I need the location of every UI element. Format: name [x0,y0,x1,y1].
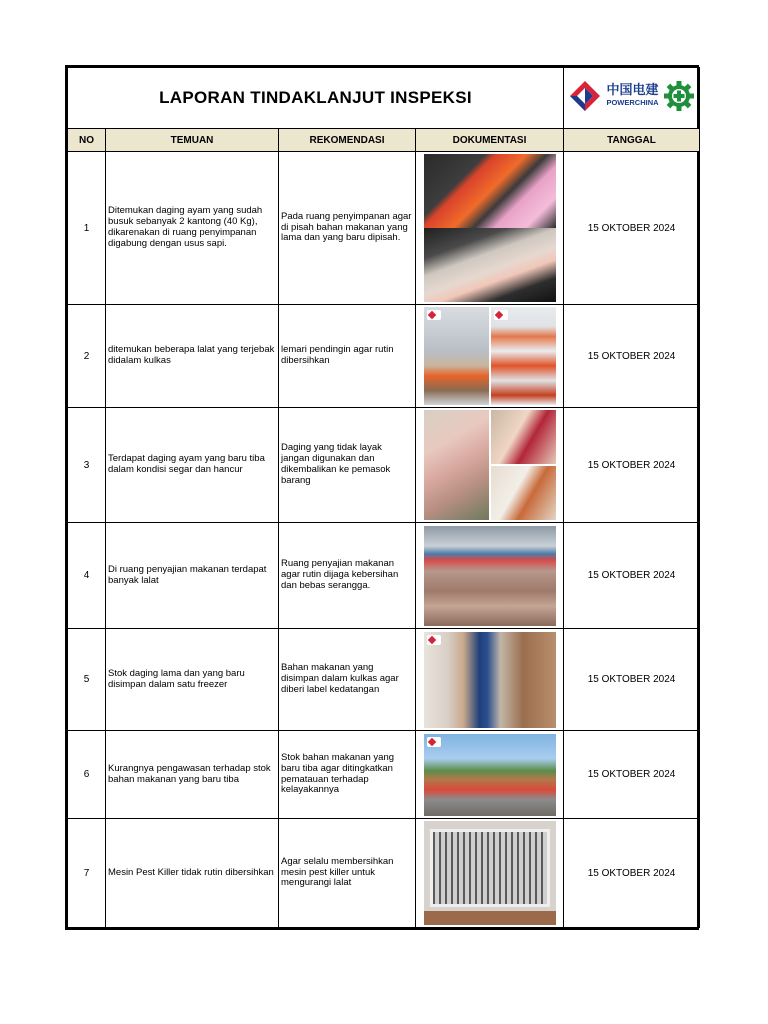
date-text: 15 OKTOBER 2024 [564,819,700,928]
header-row [68,129,700,152]
column-header-rekomendasi: REKOMENDASI [279,129,416,152]
freezer-inspection-photo [424,632,556,728]
documentation-cell [416,731,564,819]
column-header-dokumentasi: DOKUMENTASI [416,129,564,152]
finding-text: Ditemukan daging ayam yang sudah busuk sebanyak 2 kantong (40 Kg), dikarenakan di ruang penyimpanan digabung dengan usus sapi. [106,152,279,305]
row-number: 3 [68,408,106,523]
logo-english-text: POWERCHINA [606,98,659,108]
date-text: 15 OKTOBER 2024 [564,305,700,408]
documentation-cell [416,819,564,928]
date-text: 15 OKTOBER 2024 [564,731,700,819]
inspection-report [65,65,699,930]
table-row [68,305,700,408]
column-header-no: NO [68,129,106,152]
table-row [68,152,700,305]
documentation-cell [416,523,564,629]
logo-cell [564,68,700,129]
recommendation-text: Daging yang tidak layak jangan digunakan dan dikembalikan ke pemasok barang [279,408,416,523]
row-number: 2 [68,305,106,408]
recommendation-text: Ruang penyajian makanan agar rutin dijaga kebersihan dan bebas serangga. [279,523,416,629]
recommendation-text: Agar selalu membersihkan mesin pest killer untuk mengurangi lalat [279,819,416,928]
recommendation-text: Pada ruang penyimpanan agar di pisah bahan makanan yang lama dan yang baru dipisah. [279,152,416,305]
report-title: LAPORAN TINDAKLANJUT INSPEKSI [68,68,564,129]
table-row [68,819,700,928]
row-number: 4 [68,523,106,629]
powerchina-watermark-icon [494,310,508,320]
row-number: 5 [68,629,106,731]
gear-cross-icon [663,80,695,112]
documentation-cell [416,629,564,731]
refrigerator-photo [424,307,556,405]
chicken-bags-photo [424,154,556,302]
row-number: 6 [68,731,106,819]
table-row [68,731,700,819]
table-row [68,408,700,523]
column-header-temuan: TEMUAN [106,129,279,152]
serving-room-photo [424,526,556,626]
finding-text: Stok daging lama dan yang baru disimpan dalam satu freezer [106,629,279,731]
delivery-truck-photo [424,734,556,816]
recommendation-text: Bahan makanan yang disimpan dalam kulkas agar diberi label kedatangan [279,629,416,731]
documentation-cell [416,305,564,408]
powerchina-diamond-icon [568,79,602,113]
title-row [68,68,700,129]
finding-text: ditemukan beberapa lalat yang terjebak didalam kulkas [106,305,279,408]
row-number: 7 [68,819,106,928]
powerchina-watermark-icon [427,635,441,645]
column-header-tanggal: TANGGAL [564,129,700,152]
documentation-cell [416,152,564,305]
row-number: 1 [68,152,106,305]
finding-text: Mesin Pest Killer tidak rutin dibersihkan [106,819,279,928]
finding-text: Di ruang penyajian makanan terdapat banyak lalat [106,523,279,629]
finding-text: Terdapat daging ayam yang baru tiba dalam kondisi segar dan hancur [106,408,279,523]
chicken-meat-photo [424,410,556,520]
pest-killer-photo [424,821,556,925]
recommendation-text: lemari pendingin agar rutin dibersihkan [279,305,416,408]
date-text: 15 OKTOBER 2024 [564,523,700,629]
date-text: 15 OKTOBER 2024 [564,408,700,523]
date-text: 15 OKTOBER 2024 [564,629,700,731]
powerchina-watermark-icon [427,310,441,320]
table-row [68,523,700,629]
powerchina-watermark-icon [427,737,441,747]
date-text: 15 OKTOBER 2024 [564,152,700,305]
documentation-cell [416,408,564,523]
report-table [67,67,700,928]
powerchina-logo [568,79,694,113]
recommendation-text: Stok bahan makanan yang baru tiba agar ditingkatkan pematauan terhadap kelayakannya [279,731,416,819]
finding-text: Kurangnya pengawasan terhadap stok bahan makanan yang baru tiba [106,731,279,819]
logo-chinese-text: 中国电建 [606,83,659,99]
table-row [68,629,700,731]
